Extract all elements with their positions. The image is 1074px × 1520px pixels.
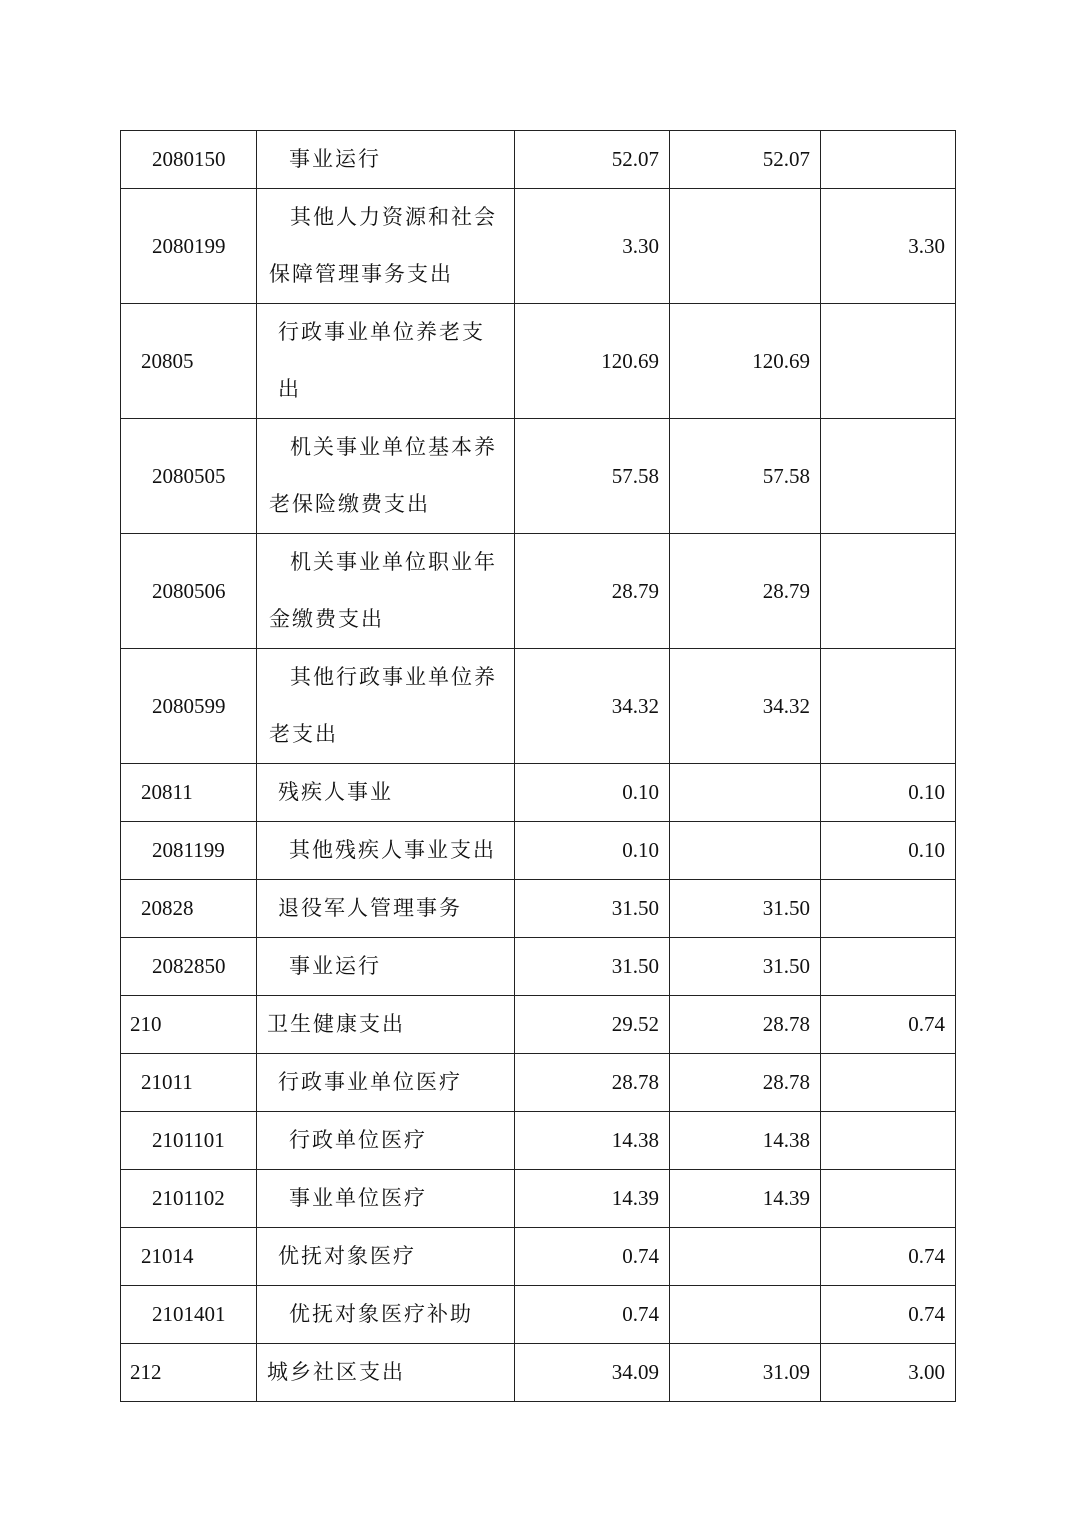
project-amount bbox=[821, 304, 956, 419]
total-amount: 28.79 bbox=[515, 534, 670, 649]
table-row bbox=[121, 189, 956, 304]
project-amount: 0.74 bbox=[821, 996, 956, 1054]
function-name: 事业运行 bbox=[257, 938, 515, 996]
basic-amount: 57.58 bbox=[670, 419, 821, 534]
function-name: 机关事业单位职业年金缴费支出 bbox=[257, 534, 515, 649]
basic-amount bbox=[670, 1228, 821, 1286]
total-amount: 34.09 bbox=[515, 1344, 670, 1402]
function-code: 2081199 bbox=[121, 822, 257, 880]
function-code: 20805 bbox=[121, 304, 257, 419]
basic-amount bbox=[670, 1286, 821, 1344]
project-amount bbox=[821, 131, 956, 189]
project-amount bbox=[821, 880, 956, 938]
function-name: 其他行政事业单位养老支出 bbox=[257, 649, 515, 764]
total-amount: 52.07 bbox=[515, 131, 670, 189]
total-amount: 0.10 bbox=[515, 822, 670, 880]
basic-amount: 28.79 bbox=[670, 534, 821, 649]
budget-table bbox=[120, 130, 956, 1402]
function-name: 优抚对象医疗补助 bbox=[257, 1286, 515, 1344]
function-name: 机关事业单位基本养老保险缴费支出 bbox=[257, 419, 515, 534]
function-name: 行政事业单位医疗 bbox=[257, 1054, 515, 1112]
function-code: 210 bbox=[121, 996, 257, 1054]
function-code: 2080506 bbox=[121, 534, 257, 649]
function-code: 2080505 bbox=[121, 419, 257, 534]
function-code: 21011 bbox=[121, 1054, 257, 1112]
project-amount bbox=[821, 649, 956, 764]
basic-amount: 14.38 bbox=[670, 1112, 821, 1170]
function-code: 2101102 bbox=[121, 1170, 257, 1228]
table-row bbox=[121, 1170, 956, 1228]
function-name: 优抚对象医疗 bbox=[257, 1228, 515, 1286]
function-name: 其他残疾人事业支出 bbox=[257, 822, 515, 880]
basic-amount: 28.78 bbox=[670, 1054, 821, 1112]
basic-amount: 52.07 bbox=[670, 131, 821, 189]
function-code: 20811 bbox=[121, 764, 257, 822]
function-code: 2080599 bbox=[121, 649, 257, 764]
project-amount bbox=[821, 419, 956, 534]
project-amount: 0.74 bbox=[821, 1228, 956, 1286]
basic-amount bbox=[670, 189, 821, 304]
function-code: 2080150 bbox=[121, 131, 257, 189]
project-amount bbox=[821, 534, 956, 649]
basic-amount: 31.50 bbox=[670, 938, 821, 996]
total-amount: 14.39 bbox=[515, 1170, 670, 1228]
function-code: 2082850 bbox=[121, 938, 257, 996]
project-amount: 3.30 bbox=[821, 189, 956, 304]
table-row bbox=[121, 1344, 956, 1402]
table-row bbox=[121, 1112, 956, 1170]
project-amount: 0.10 bbox=[821, 822, 956, 880]
total-amount: 29.52 bbox=[515, 996, 670, 1054]
total-amount: 120.69 bbox=[515, 304, 670, 419]
table-row bbox=[121, 822, 956, 880]
basic-amount: 31.09 bbox=[670, 1344, 821, 1402]
function-name: 行政单位医疗 bbox=[257, 1112, 515, 1170]
total-amount: 31.50 bbox=[515, 938, 670, 996]
basic-amount: 14.39 bbox=[670, 1170, 821, 1228]
table-row bbox=[121, 1286, 956, 1344]
basic-amount: 28.78 bbox=[670, 996, 821, 1054]
project-amount: 0.74 bbox=[821, 1286, 956, 1344]
table-row bbox=[121, 938, 956, 996]
total-amount: 34.32 bbox=[515, 649, 670, 764]
project-amount bbox=[821, 1054, 956, 1112]
function-name: 残疾人事业 bbox=[257, 764, 515, 822]
function-name: 事业运行 bbox=[257, 131, 515, 189]
table-row bbox=[121, 1054, 956, 1112]
table-row bbox=[121, 764, 956, 822]
function-name: 事业单位医疗 bbox=[257, 1170, 515, 1228]
project-amount: 0.10 bbox=[821, 764, 956, 822]
function-name: 行政事业单位养老支出 bbox=[257, 304, 515, 419]
total-amount: 31.50 bbox=[515, 880, 670, 938]
total-amount: 0.10 bbox=[515, 764, 670, 822]
function-code: 21014 bbox=[121, 1228, 257, 1286]
project-amount bbox=[821, 1112, 956, 1170]
basic-amount bbox=[670, 764, 821, 822]
project-amount bbox=[821, 938, 956, 996]
total-amount: 0.74 bbox=[515, 1228, 670, 1286]
function-code: 2101401 bbox=[121, 1286, 257, 1344]
basic-amount: 31.50 bbox=[670, 880, 821, 938]
table-row bbox=[121, 1228, 956, 1286]
total-amount: 28.78 bbox=[515, 1054, 670, 1112]
table-row bbox=[121, 880, 956, 938]
function-name: 城乡社区支出 bbox=[257, 1344, 515, 1402]
function-name: 卫生健康支出 bbox=[257, 996, 515, 1054]
table-row bbox=[121, 649, 956, 764]
total-amount: 14.38 bbox=[515, 1112, 670, 1170]
total-amount: 57.58 bbox=[515, 419, 670, 534]
total-amount: 0.74 bbox=[515, 1286, 670, 1344]
table-row bbox=[121, 304, 956, 419]
table-row bbox=[121, 534, 956, 649]
total-amount: 3.30 bbox=[515, 189, 670, 304]
table-row bbox=[121, 131, 956, 189]
project-amount: 3.00 bbox=[821, 1344, 956, 1402]
function-name: 退役军人管理事务 bbox=[257, 880, 515, 938]
basic-amount: 34.32 bbox=[670, 649, 821, 764]
table-row bbox=[121, 419, 956, 534]
function-code: 20828 bbox=[121, 880, 257, 938]
table-row bbox=[121, 996, 956, 1054]
basic-amount: 120.69 bbox=[670, 304, 821, 419]
project-amount bbox=[821, 1170, 956, 1228]
function-name: 其他人力资源和社会保障管理事务支出 bbox=[257, 189, 515, 304]
function-code: 2080199 bbox=[121, 189, 257, 304]
basic-amount bbox=[670, 822, 821, 880]
function-code: 2101101 bbox=[121, 1112, 257, 1170]
function-code: 212 bbox=[121, 1344, 257, 1402]
